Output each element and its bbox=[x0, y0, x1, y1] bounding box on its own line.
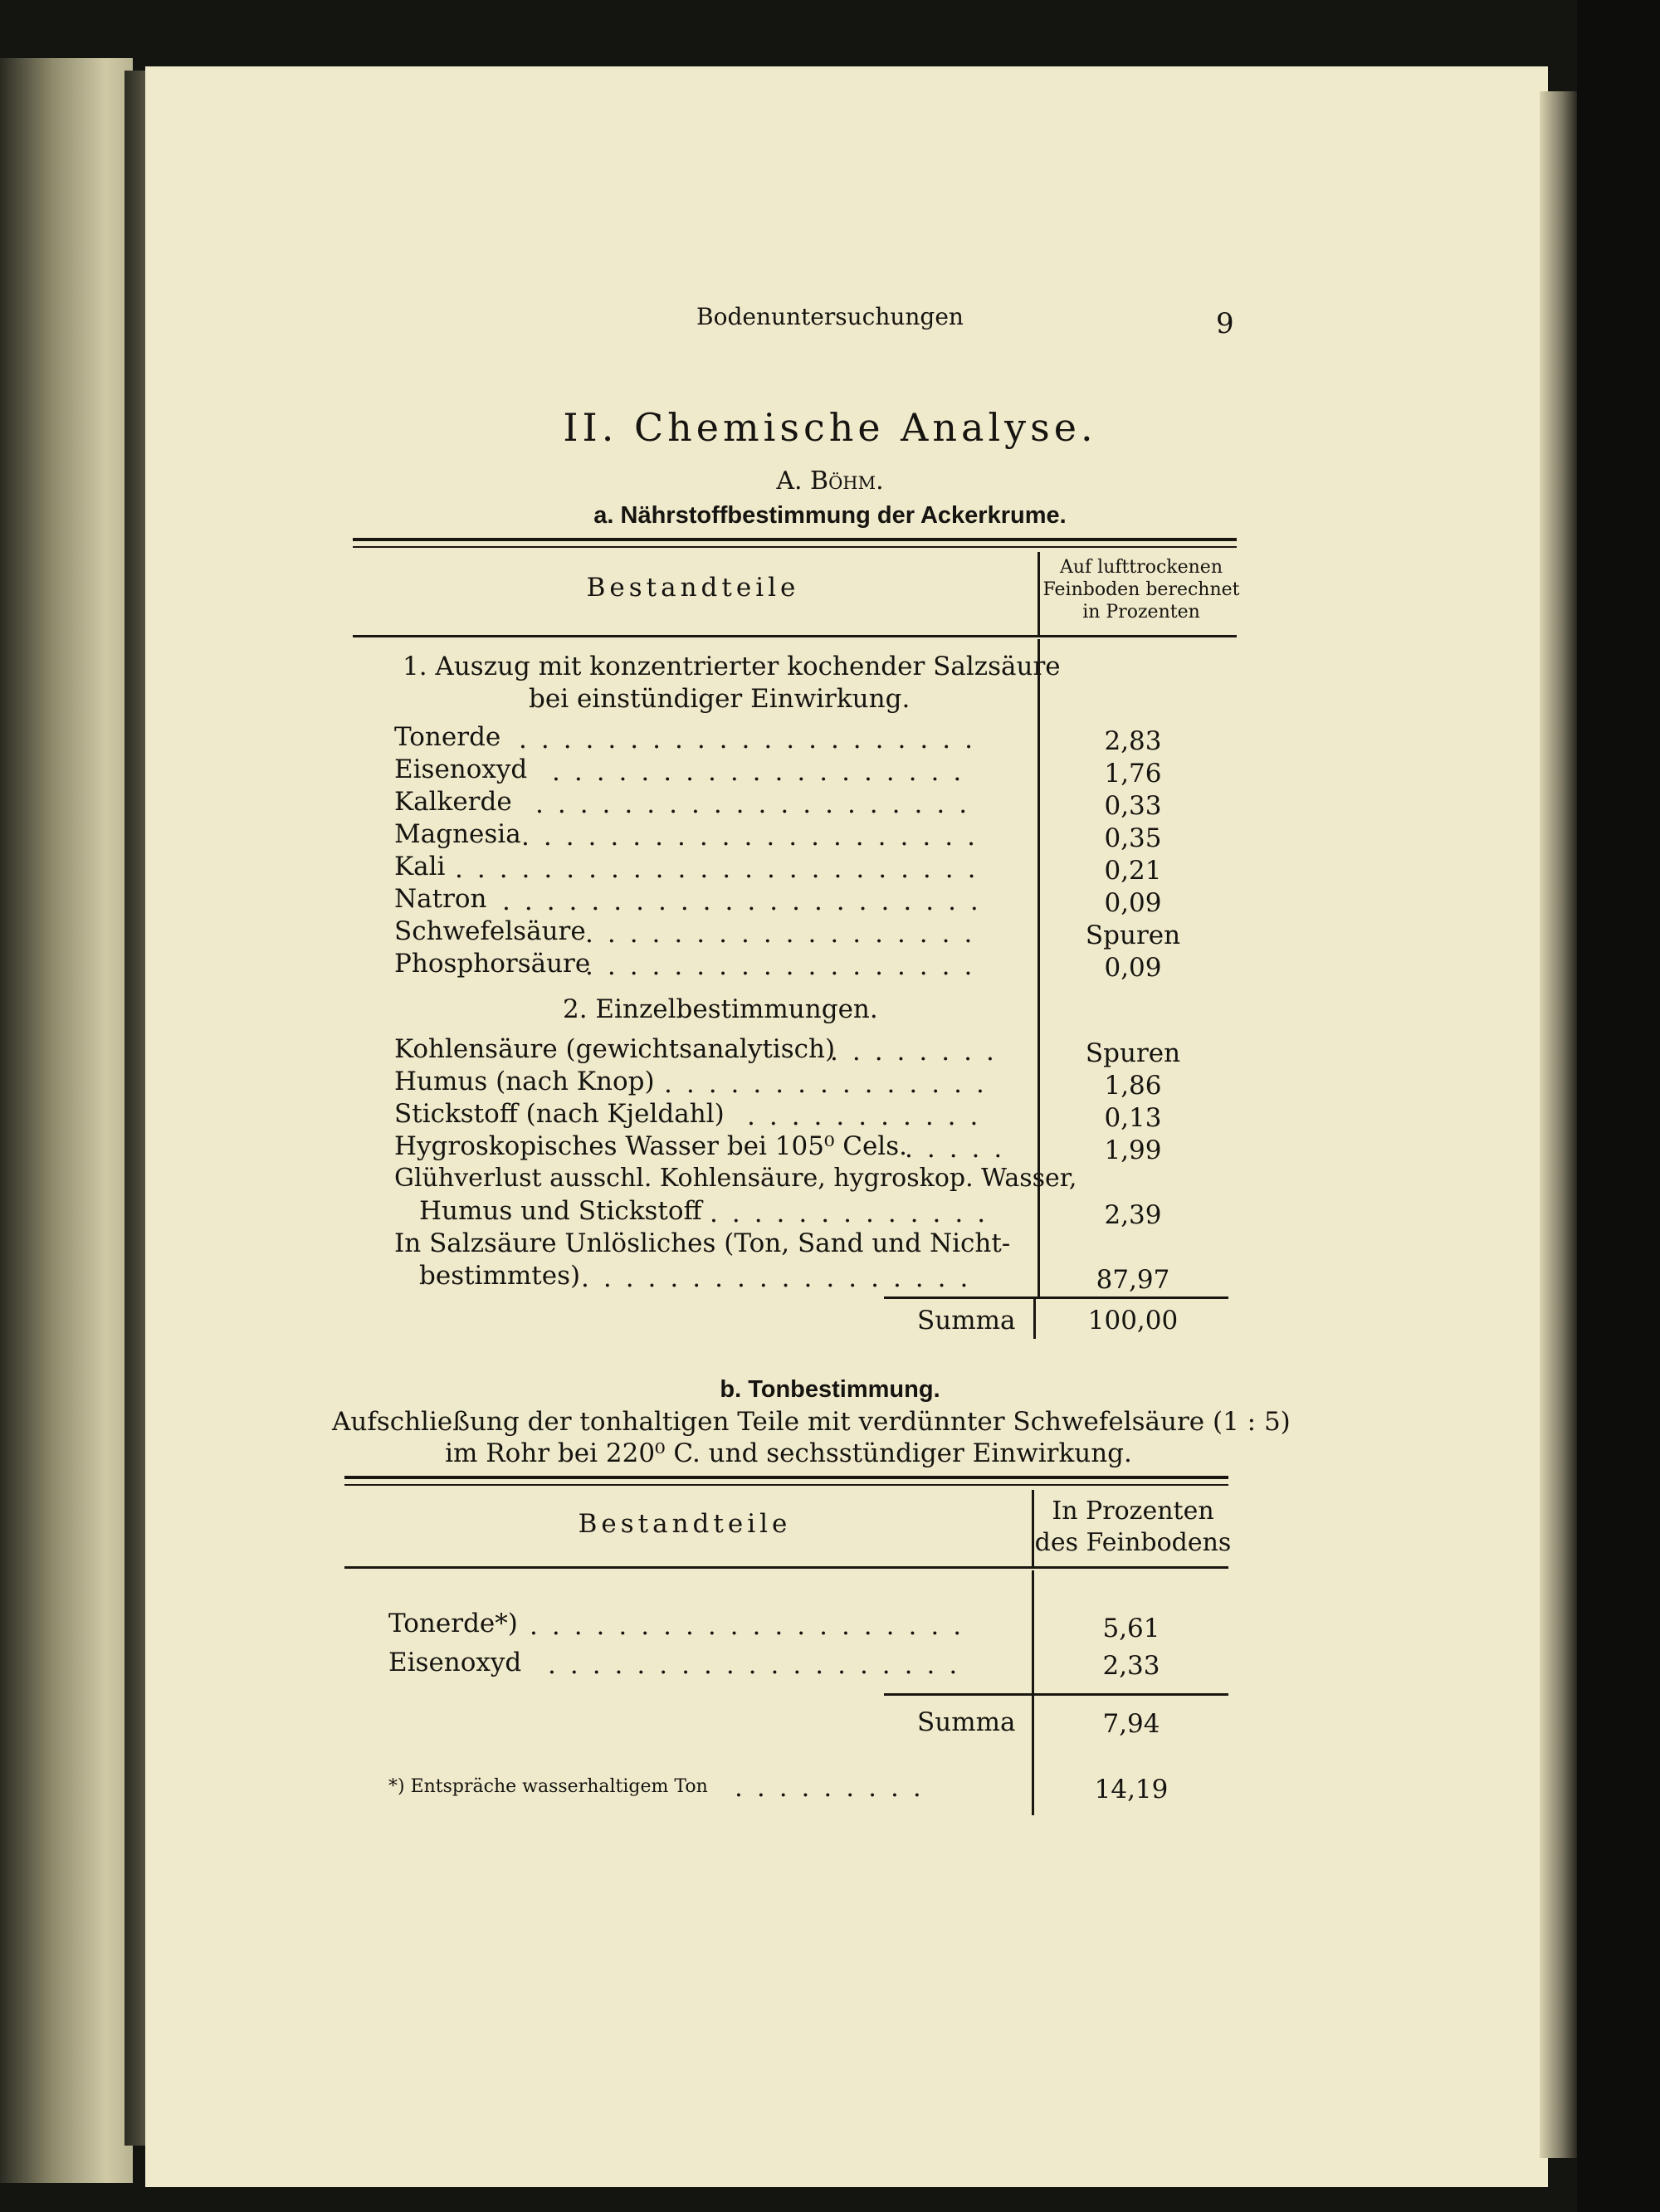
subsection-a-title: a. Nährstoffbestimmung der Ackerkrume. bbox=[593, 502, 1067, 529]
summa-label: Summa bbox=[917, 1707, 1016, 1737]
row-value: 0,13 bbox=[1104, 1103, 1162, 1133]
row-label: Eisenoxyd bbox=[388, 1648, 522, 1677]
leader-dots: ........ bbox=[830, 1037, 1008, 1067]
group1-heading-line1: 1. Auszug mit konzentrierter kochender Salzsäure bbox=[403, 652, 1061, 681]
group2-heading: 2. Einzelbestimmungen. bbox=[563, 994, 878, 1024]
leader-dots: .................... bbox=[530, 1611, 976, 1641]
row-value: 1,99 bbox=[1104, 1135, 1162, 1165]
row-value: 2,33 bbox=[1102, 1651, 1160, 1681]
row-value: 5,61 bbox=[1102, 1614, 1160, 1643]
header-line: des Feinbodens bbox=[1034, 1528, 1232, 1557]
row-label: In Salzsäure Unlösliches (Ton, Sand und Nicht- bbox=[394, 1228, 1011, 1258]
leader-dots: ..................... bbox=[519, 725, 987, 754]
leader-dots: .................... bbox=[535, 789, 982, 819]
leader-dots: ......... bbox=[735, 1773, 935, 1803]
author: A. Böhm. bbox=[776, 466, 884, 496]
table-b-sum-rule bbox=[884, 1693, 1228, 1696]
summa-value: 7,94 bbox=[1102, 1709, 1160, 1739]
row-value: Spuren bbox=[1085, 920, 1181, 950]
row-label-continued: bestimmtes) bbox=[419, 1261, 581, 1291]
page-stack-edge bbox=[1540, 91, 1577, 2158]
table-b-header-rule bbox=[344, 1566, 1228, 1569]
row-value: 87,97 bbox=[1096, 1265, 1170, 1295]
table-a-col-left-header: Bestandteile bbox=[586, 573, 800, 603]
footnote-label: *) Entspräche wasserhaltigem Ton bbox=[388, 1776, 708, 1797]
summa-value: 100,00 bbox=[1087, 1306, 1179, 1336]
row-value: 0,35 bbox=[1104, 823, 1162, 853]
running-header: Bodenuntersuchungen bbox=[696, 303, 964, 330]
row-label: Schwefelsäure bbox=[394, 916, 586, 946]
row-label: Kohlensäure (gewichtsanalytisch) bbox=[394, 1034, 836, 1064]
table-b-col-left-header: Bestandteile bbox=[578, 1509, 792, 1539]
table-a-header-rule bbox=[353, 635, 1237, 637]
leader-dots: ............... bbox=[664, 1069, 998, 1099]
table-a-top-rule-2 bbox=[353, 546, 1237, 548]
leader-dots: ................... bbox=[548, 1650, 972, 1680]
row-label: Tonerde bbox=[394, 722, 501, 752]
leader-dots: ...................... bbox=[502, 886, 993, 916]
leader-dots: ........... bbox=[747, 1101, 993, 1131]
table-b-top-rule bbox=[344, 1476, 1228, 1479]
leader-dots: ........................ bbox=[455, 854, 990, 884]
row-value: 2,39 bbox=[1104, 1200, 1162, 1230]
row-label: Kalkerde bbox=[394, 787, 512, 817]
leader-dots: .................. bbox=[581, 1263, 983, 1293]
row-label-continued: Humus und Stickstoff bbox=[419, 1196, 702, 1226]
row-label: Glühverlust ausschl. Kohlensäure, hygroskop. Wasser, bbox=[394, 1164, 1077, 1193]
page-number: 9 bbox=[1216, 307, 1234, 340]
row-value: 0,21 bbox=[1104, 856, 1162, 886]
summa-label: Summa bbox=[917, 1306, 1016, 1336]
row-label: Natron bbox=[394, 884, 487, 914]
row-label: Tonerde*) bbox=[388, 1609, 518, 1638]
row-label: Kali bbox=[394, 852, 446, 881]
leader-dots: ............. bbox=[710, 1199, 1000, 1228]
table-a-sum-divider bbox=[1033, 1299, 1036, 1339]
table-a-header-divider bbox=[1038, 552, 1040, 635]
header-line: Auf lufttrockenen bbox=[1059, 557, 1223, 578]
header-line: Feinboden berechnet bbox=[1042, 579, 1240, 600]
section-title: II. Chemische Analyse. bbox=[563, 405, 1097, 450]
row-label: Phosphorsäure bbox=[394, 949, 591, 979]
header-line: in Prozenten bbox=[1082, 602, 1200, 623]
row-value: 1,86 bbox=[1104, 1071, 1162, 1101]
leader-dots: ..... bbox=[905, 1134, 1017, 1164]
footnote-value: 14,19 bbox=[1094, 1775, 1169, 1804]
subsection-b-desc-line2: im Rohr bei 220⁰ C. und sechsstündiger Einwirkung. bbox=[445, 1438, 1132, 1468]
row-value: 0,09 bbox=[1104, 953, 1162, 983]
row-label: Humus (nach Knop) bbox=[394, 1067, 655, 1096]
row-value: 0,33 bbox=[1104, 791, 1162, 821]
left-page-edge bbox=[0, 58, 133, 2183]
leader-dots: ................... bbox=[552, 757, 976, 787]
book-cover bbox=[1577, 0, 1660, 2212]
leader-dots: .................. bbox=[585, 919, 987, 949]
leader-dots: .................. bbox=[585, 951, 987, 981]
subsection-b-title: b. Tonbestimmung. bbox=[720, 1376, 940, 1403]
table-a-col-right-header bbox=[1042, 556, 1241, 623]
row-label: Magnesia bbox=[394, 819, 521, 849]
group1-heading-line2: bei einstündiger Einwirkung. bbox=[529, 684, 911, 714]
subsection-b-desc-line1: Aufschließung der tonhaltigen Teile mit verdünnter Schwefelsäure (1 : 5) bbox=[332, 1407, 1291, 1437]
row-value: 1,76 bbox=[1104, 759, 1162, 789]
row-label: Stickstoff (nach Kjeldahl) bbox=[394, 1099, 725, 1129]
table-a-sum-rule bbox=[884, 1296, 1228, 1299]
row-label: Hygroskopisches Wasser bei 105⁰ Cels. bbox=[394, 1131, 907, 1161]
row-label: Eisenoxyd bbox=[394, 754, 528, 784]
header-line: In Prozenten bbox=[1052, 1497, 1214, 1526]
table-a-column-divider bbox=[1038, 639, 1040, 1296]
leader-dots: ..................... bbox=[521, 822, 989, 852]
table-b-col-right-header bbox=[1033, 1496, 1233, 1559]
row-value: 0,09 bbox=[1104, 888, 1162, 918]
row-value: 2,83 bbox=[1104, 726, 1162, 756]
table-b-top-rule-2 bbox=[344, 1484, 1228, 1486]
table-a-top-rule bbox=[353, 538, 1237, 541]
row-value: Spuren bbox=[1085, 1038, 1181, 1068]
